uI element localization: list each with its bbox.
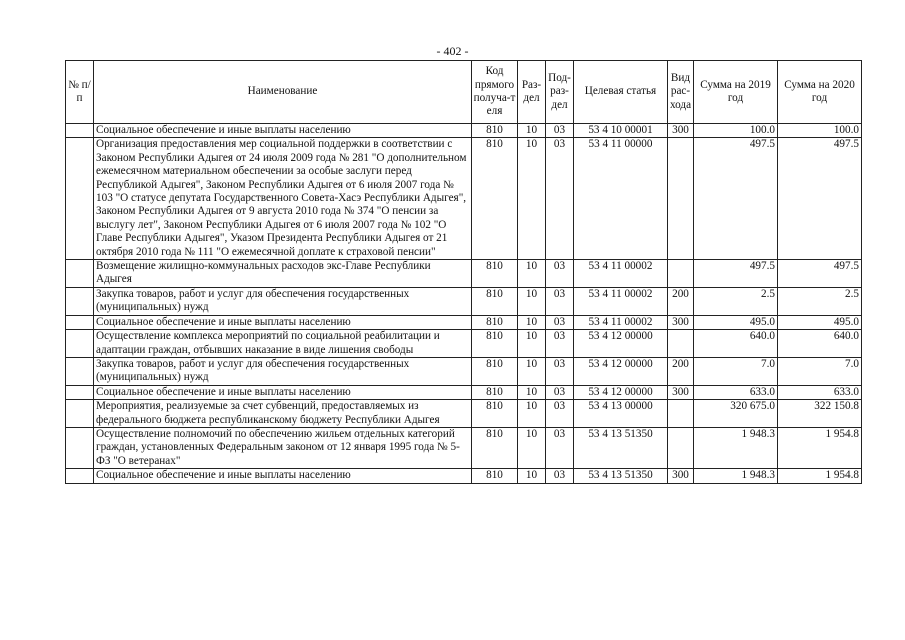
- row-subsection: 03: [546, 400, 574, 428]
- table-row: [66, 138, 862, 260]
- table-row: [66, 427, 862, 468]
- row-sum-2019: 320 675.0: [694, 400, 778, 428]
- row-number: [66, 469, 94, 483]
- row-name: Возмещение жилищно-коммунальных расходов экс-Главе Республики Адыгея: [94, 260, 472, 288]
- row-section: 10: [518, 124, 546, 138]
- header-name: Наименование: [94, 61, 472, 124]
- row-number: [66, 260, 94, 288]
- row-subsection: 03: [546, 357, 574, 385]
- row-target: 53 4 12 00000: [574, 357, 668, 385]
- table-row: [66, 400, 862, 428]
- row-sum-2019: 497.5: [694, 260, 778, 288]
- table-row: [66, 385, 862, 399]
- row-number: [66, 427, 94, 468]
- row-number: [66, 138, 94, 260]
- row-code: 810: [472, 260, 518, 288]
- row-sum-2019: 495.0: [694, 315, 778, 329]
- row-target: 53 4 11 00002: [574, 287, 668, 315]
- row-expense-type: [668, 400, 694, 428]
- row-target: 53 4 12 00000: [574, 385, 668, 399]
- row-subsection: 03: [546, 260, 574, 288]
- row-number: [66, 124, 94, 138]
- row-sum-2020: 100.0: [778, 124, 862, 138]
- row-sum-2019: 633.0: [694, 385, 778, 399]
- table-row: [66, 315, 862, 329]
- row-name: Осуществление комплекса мероприятий по социальной реабилитации и адаптации граждан, отбывших наказание в виде лишения свободы: [94, 330, 472, 358]
- row-name: Социальное обеспечение и иные выплаты населению: [94, 469, 472, 483]
- row-name: Закупка товаров, работ и услуг для обеспечения государственных (муниципальных) нужд: [94, 287, 472, 315]
- row-section: 10: [518, 469, 546, 483]
- row-target: 53 4 11 00002: [574, 315, 668, 329]
- row-name: Организация предоставления мер социальной поддержки в соответствии с Законом Республики Адыгея от 24 июля 2009 года № 281 "О дополнительном ежемесячном материальном обеспечении за особые заслуги перед Республикой Адыгея", Законом Республики Адыгея от 6 июля 2007 года № 103 "О статусе депутата Государственного Совета-Хасэ Республики Адыгея", Законом Республики Адыгея от 9 августа 2010 года № 374 "О пенсии за выслугу лет", Законом Республики Адыгея от 6 июля 2007 года № 102 "О Главе Республики Адыгея", Указом Президента Республики Адыгея от 21 октября 2010 года № 111 "О ежемесячной доплате к страховой пенсии": [94, 138, 472, 260]
- row-subsection: 03: [546, 330, 574, 358]
- row-sum-2019: 7.0: [694, 357, 778, 385]
- row-section: 10: [518, 315, 546, 329]
- row-code: 810: [472, 330, 518, 358]
- row-expense-type: [668, 138, 694, 260]
- row-target: 53 4 13 51350: [574, 469, 668, 483]
- table-row: [66, 260, 862, 288]
- header-sum-2019: Сумма на 2019 год: [694, 61, 778, 124]
- row-expense-type: 300: [668, 124, 694, 138]
- table-body: [66, 124, 862, 484]
- row-subsection: 03: [546, 469, 574, 483]
- header-sum-2020: Сумма на 2020 год: [778, 61, 862, 124]
- row-target: 53 4 11 00000: [574, 138, 668, 260]
- row-sum-2020: 1 954.8: [778, 469, 862, 483]
- row-sum-2019: 497.5: [694, 138, 778, 260]
- row-sum-2020: 497.5: [778, 138, 862, 260]
- row-sum-2020: 640.0: [778, 330, 862, 358]
- row-section: 10: [518, 138, 546, 260]
- table-row: [66, 469, 862, 483]
- row-code: 810: [472, 138, 518, 260]
- budget-table: [65, 60, 862, 484]
- header-no: № п/п: [66, 61, 94, 124]
- header-target: Целевая статья: [574, 61, 668, 124]
- row-expense-type: [668, 260, 694, 288]
- row-code: 810: [472, 427, 518, 468]
- row-sum-2020: 633.0: [778, 385, 862, 399]
- row-name: Социальное обеспечение и иные выплаты населению: [94, 124, 472, 138]
- row-expense-type: 300: [668, 469, 694, 483]
- row-code: 810: [472, 315, 518, 329]
- table-row: [66, 124, 862, 138]
- row-section: 10: [518, 287, 546, 315]
- row-section: 10: [518, 400, 546, 428]
- row-name: Социальное обеспечение и иные выплаты населению: [94, 315, 472, 329]
- row-expense-type: 300: [668, 315, 694, 329]
- row-expense-type: 300: [668, 385, 694, 399]
- row-target: 53 4 12 00000: [574, 330, 668, 358]
- row-name: Мероприятия, реализуемые за счет субвенций, предоставляемых из федерального бюджета республиканскому бюджету Республики Адыгея: [94, 400, 472, 428]
- row-sum-2019: 2.5: [694, 287, 778, 315]
- row-subsection: 03: [546, 287, 574, 315]
- row-number: [66, 315, 94, 329]
- row-target: 53 4 13 51350: [574, 427, 668, 468]
- row-sum-2020: 7.0: [778, 357, 862, 385]
- row-number: [66, 287, 94, 315]
- row-code: 810: [472, 287, 518, 315]
- row-sum-2020: 497.5: [778, 260, 862, 288]
- row-target: 53 4 11 00002: [574, 260, 668, 288]
- row-sum-2019: 1 948.3: [694, 427, 778, 468]
- row-target: 53 4 10 00001: [574, 124, 668, 138]
- row-name: Закупка товаров, работ и услуг для обеспечения государственных (муниципальных) нужд: [94, 357, 472, 385]
- row-number: [66, 385, 94, 399]
- table-row: [66, 330, 862, 358]
- row-sum-2020: 495.0: [778, 315, 862, 329]
- row-expense-type: [668, 330, 694, 358]
- header-section: Раз- дел: [518, 61, 546, 124]
- row-section: 10: [518, 330, 546, 358]
- row-number: [66, 357, 94, 385]
- row-sum-2019: 100.0: [694, 124, 778, 138]
- row-subsection: 03: [546, 315, 574, 329]
- row-expense-type: 200: [668, 287, 694, 315]
- row-code: 810: [472, 124, 518, 138]
- row-sum-2020: 2.5: [778, 287, 862, 315]
- row-code: 810: [472, 469, 518, 483]
- row-subsection: 03: [546, 138, 574, 260]
- page-number: - 402 -: [436, 44, 469, 58]
- row-number: [66, 330, 94, 358]
- header-code: Код прямого получа-т еля: [472, 61, 518, 124]
- row-name: Социальное обеспечение и иные выплаты населению: [94, 385, 472, 399]
- header-expense-type: Вид рас- хода: [668, 61, 694, 124]
- table-row: [66, 357, 862, 385]
- row-name: Осуществление полномочий по обеспечению жильем отдельных категорий граждан, установленных Федеральным законом от 12 января 1995 года № 5-ФЗ "О ветеранах": [94, 427, 472, 468]
- row-sum-2020: 1 954.8: [778, 427, 862, 468]
- row-sum-2020: 322 150.8: [778, 400, 862, 428]
- header-subsection: Под- раз- дел: [546, 61, 574, 124]
- row-code: 810: [472, 357, 518, 385]
- row-target: 53 4 13 00000: [574, 400, 668, 428]
- table-header: [66, 61, 862, 124]
- row-section: 10: [518, 260, 546, 288]
- row-subsection: 03: [546, 385, 574, 399]
- row-expense-type: [668, 427, 694, 468]
- row-code: 810: [472, 385, 518, 399]
- row-expense-type: 200: [668, 357, 694, 385]
- row-sum-2019: 640.0: [694, 330, 778, 358]
- row-section: 10: [518, 357, 546, 385]
- row-number: [66, 400, 94, 428]
- row-sum-2019: 1 948.3: [694, 469, 778, 483]
- row-section: 10: [518, 427, 546, 468]
- row-subsection: 03: [546, 124, 574, 138]
- row-section: 10: [518, 385, 546, 399]
- table-row: [66, 287, 862, 315]
- row-code: 810: [472, 400, 518, 428]
- row-subsection: 03: [546, 427, 574, 468]
